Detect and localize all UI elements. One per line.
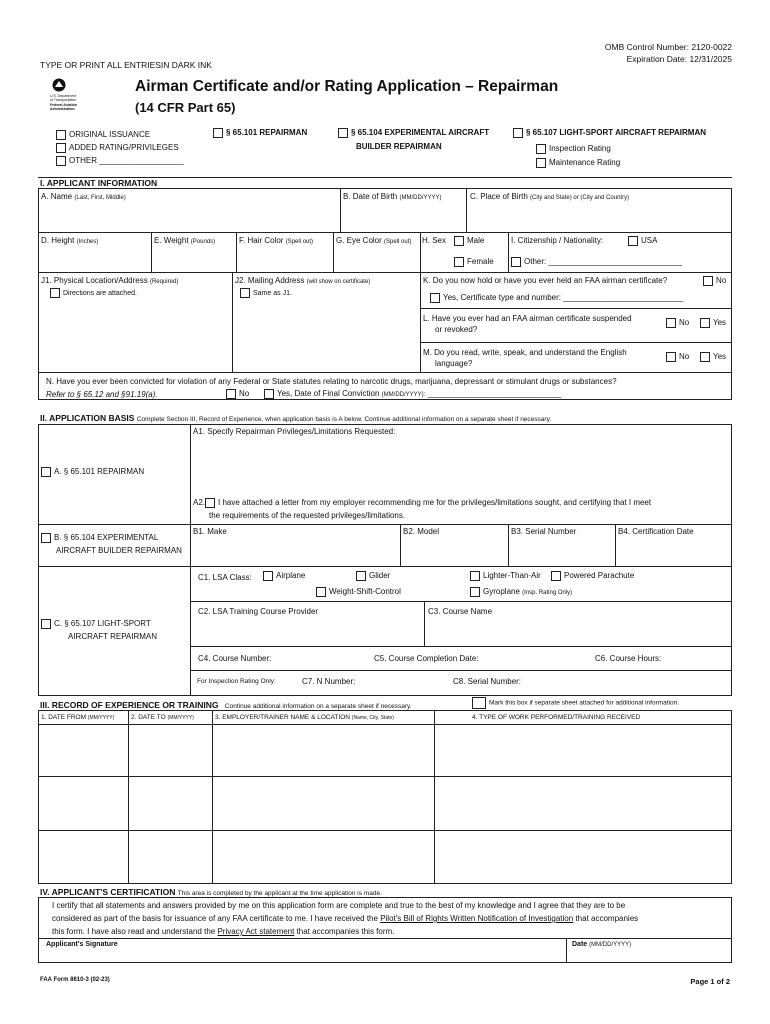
glider-option[interactable]: Glider <box>356 571 390 581</box>
c-label-line2: AIRCRAFT REPAIRMAN <box>68 632 158 641</box>
original-issuance-label: ORIGINAL ISSUANCE <box>69 130 151 140</box>
m-yes-option[interactable]: Yes <box>700 352 726 362</box>
a-checkbox[interactable] <box>41 467 51 477</box>
page-subtitle: (14 CFR Part 65) <box>135 100 236 115</box>
col-work-type: 4. TYPE OF WORK PERFORMED/TRAINING RECEIVED <box>472 714 641 721</box>
male-checkbox[interactable] <box>454 236 464 246</box>
r104-option[interactable] <box>338 128 489 138</box>
other-citizenship-option[interactable]: Other: ______________________________ <box>511 257 682 267</box>
signature-label: Applicant's Signature <box>46 941 118 948</box>
logo-line-1: U.S. Department <box>50 94 77 98</box>
directions-option[interactable]: Directions are attached. <box>50 288 137 298</box>
maintenance-rating-checkbox[interactable] <box>536 158 546 168</box>
dob-label: B. Date of Birth (MM/DD/YYYY) <box>343 192 442 201</box>
physical-address-label: J1. Physical Location/Address (Required) <box>41 276 179 285</box>
a-option[interactable]: A. § 65.101 REPAIRMAN <box>41 467 144 477</box>
dob-field[interactable] <box>342 202 464 230</box>
inspection-rating-option[interactable] <box>536 144 611 154</box>
r107-option[interactable] <box>513 128 706 138</box>
lighter-option[interactable]: Lighter-Than-Air <box>470 571 541 581</box>
expiration-date: Expiration Date: 12/31/2025 <box>626 54 732 64</box>
sex-label: H. Sex <box>422 236 447 245</box>
c1-label: C1. LSA Class: <box>198 573 252 582</box>
added-rating-label: ADDED RATING/PRIVILEGES <box>69 143 179 153</box>
pob-label: C. Place of Birth (City and State) or (City and Country) <box>470 192 630 201</box>
privacy-act-link[interactable]: Privacy Act statement <box>217 927 295 936</box>
b-checkbox[interactable] <box>41 533 51 543</box>
maintenance-rating-label: Maintenance Rating <box>549 158 621 168</box>
other-issuance-checkbox[interactable] <box>56 156 66 166</box>
insp-only-label: For Inspection Rating Only: <box>197 678 276 685</box>
powered-option[interactable]: Powered Parachute <box>551 571 634 581</box>
section-2-heading: II. APPLICATION BASIS Complete Section III, Record of Experience, when application basis is A below. Continue additional information on a separate sheet if necessary. <box>40 413 552 423</box>
page-number: Page 1 of 2 <box>690 977 730 986</box>
l-question-line2: or revoked? <box>435 325 478 334</box>
male-option[interactable]: Male <box>454 236 484 246</box>
wss-checkbox[interactable] <box>316 587 326 597</box>
same-as-j1-option[interactable]: Same as J1. <box>240 288 292 298</box>
m-yes-checkbox[interactable] <box>700 352 710 362</box>
cert-line-3: this form. I have also read and understand the Privacy Act statement that accompanies this form. <box>52 927 395 936</box>
l-no-option[interactable]: No <box>666 318 689 328</box>
logo-line-4: Administration <box>50 107 75 111</box>
page-title: Airman Certificate and/or Rating Application – Repairman <box>135 78 559 95</box>
a1-field[interactable] <box>194 440 730 492</box>
b4-label: B4. Certification Date <box>618 527 694 536</box>
hair-label: F. Hair Color (Spell out) <box>239 236 314 245</box>
dot-seal-icon <box>52 78 66 92</box>
k-yes-option[interactable]: Yes, Certificate type and number: ___________________________ <box>430 293 683 303</box>
other-citizenship-checkbox[interactable] <box>511 257 521 267</box>
original-issuance-option[interactable] <box>56 130 150 140</box>
m-question-line1: M. Do you read, write, speak, and understand the English <box>423 348 627 357</box>
l-yes-option[interactable]: Yes <box>700 318 726 328</box>
cert-line-1: I certify that all statements and answers provided by me on this application form are complete and true to the best of my knowledge and I agree that they are to be <box>52 901 626 910</box>
female-checkbox[interactable] <box>454 257 464 267</box>
logo-line-3: Federal Aviation <box>50 103 77 107</box>
k-no-checkbox[interactable] <box>703 276 713 286</box>
l-question-line1: L. Have you ever had an FAA airman certificate suspended <box>423 314 632 323</box>
r101-checkbox[interactable] <box>213 128 223 138</box>
bill-of-rights-link[interactable]: Pilot's Bill of Rights Written Notification of Investigation <box>380 914 574 923</box>
inspection-rating-label: Inspection Rating <box>549 144 611 154</box>
col-date-to: 2. DATE TO (MM/YYYY) <box>131 714 194 721</box>
section-3-heading: III. RECORD OF EXPERIENCE OR TRAINING Continue additional information on a separate sheet if necessary. <box>40 700 412 710</box>
citizenship-label: I. Citizenship / Nationality: <box>511 236 604 245</box>
added-rating-option[interactable] <box>56 143 179 153</box>
b2-label: B2. Model <box>403 527 440 536</box>
m-question-line2: language? <box>435 359 473 368</box>
c7-label: C7. N Number: <box>302 677 356 686</box>
maintenance-rating-option[interactable] <box>536 158 620 168</box>
b-option[interactable]: B. § 65.104 EXPERIMENTAL <box>41 533 158 543</box>
n-no-checkbox[interactable] <box>226 389 236 399</box>
usa-checkbox[interactable] <box>628 236 638 246</box>
date-label: Date (MM/DD/YYYY) <box>572 941 632 948</box>
section-4-heading: IV. APPLICANT'S CERTIFICATION This area is completed by the applicant at the time application is made. <box>40 887 382 897</box>
section-1-heading: I. APPLICANT INFORMATION <box>40 178 158 188</box>
col-date-from: 1. DATE FROM (MM/YYYY) <box>41 714 115 721</box>
b3-label: B3. Serial Number <box>511 527 577 536</box>
r104-checkbox[interactable] <box>338 128 348 138</box>
cert-line-2: considered as part of the basis for issuance of any FAA certificate to me. I have received the Pilot's Bill of Rights Written Notification of Investigation that accompanies <box>52 914 639 923</box>
m-no-option[interactable]: No <box>666 352 689 362</box>
r107-checkbox[interactable] <box>513 128 523 138</box>
a1-label: A1. Specify Repairman Privileges/Limitations Requested: <box>193 427 396 436</box>
omb-control-number: OMB Control Number: 2120-0022 <box>604 42 732 52</box>
added-rating-checkbox[interactable] <box>56 143 66 153</box>
form-number: FAA Form 8610-3 (02-23) <box>40 977 110 983</box>
c2-label: C2. LSA Training Course Provider <box>198 607 319 616</box>
n-reference: Refer to § 65.12 and §91.19(a). <box>46 390 158 399</box>
m-no-checkbox[interactable] <box>666 352 676 362</box>
usa-option[interactable]: USA <box>628 236 657 246</box>
col-employer: 3. EMPLOYER/TRAINER NAME & LOCATION (Name, City, State) <box>215 714 394 721</box>
c6-label: C6. Course Hours: <box>595 654 662 663</box>
name-label: A. Name (Last, First, Middle) <box>41 192 126 201</box>
other-issuance-option[interactable] <box>56 156 184 166</box>
eye-label: G. Eye Color (Spell out) <box>336 236 412 245</box>
k-question: K. Do you now hold or have you ever held an FAA airman certificate? <box>423 276 668 285</box>
r107-label: § 65.107 LIGHT-SPORT AIRCRAFT REPAIRMAN <box>526 128 707 138</box>
gyro-checkbox[interactable] <box>470 587 480 597</box>
n-question: N. Have you ever been convicted for violation of any Federal or State statutes relating to narcotic drugs, marijuana, depressant or stimulant drugs or substances? <box>46 377 617 386</box>
l-no-checkbox[interactable] <box>666 318 676 328</box>
directions-checkbox[interactable] <box>50 288 60 298</box>
r104-label: § 65.104 EXPERIMENTAL AIRCRAFT <box>351 128 490 138</box>
b1-label: B1. Make <box>193 527 227 536</box>
name-field[interactable] <box>40 202 338 230</box>
gyro-option[interactable]: Gyroplane (Insp. Rating Only) <box>470 587 572 597</box>
r104-label-line2: BUILDER REPAIRMAN <box>356 142 442 151</box>
n-yes-option[interactable]: Yes, Date of Final Conviction (MM/DD/YYYY): ______________________________ <box>264 389 561 399</box>
height-label: D. Height (Inches) <box>41 236 99 245</box>
c5-label: C5. Course Completion Date: <box>374 654 479 663</box>
pob-field[interactable] <box>468 202 730 230</box>
faa-logo <box>50 78 110 120</box>
k-no-option[interactable]: No <box>703 276 726 286</box>
c4-label: C4. Course Number: <box>198 654 272 663</box>
mailing-address-label: J2. Mailing Address (will show on certificate) <box>235 276 371 285</box>
powered-checkbox[interactable] <box>551 571 561 581</box>
k-yes-checkbox[interactable] <box>430 293 440 303</box>
r101-label: § 65.101 REPAIRMAN <box>226 128 308 138</box>
logo-line-2: of Transportation <box>50 98 77 102</box>
a2-checkbox[interactable] <box>205 498 215 508</box>
wss-option[interactable]: Weight-Shift-Control <box>316 587 401 597</box>
a2-line2: the requirements of the requested privileges/limitations. <box>209 511 406 520</box>
signature-field[interactable] <box>40 950 564 962</box>
separate-sheet-option[interactable]: Mark this box if separate sheet attached for additional information. <box>472 697 679 709</box>
type-print-instruction: TYPE OR PRINT ALL ENTRIESIN DARK INK <box>40 60 212 70</box>
date-field[interactable] <box>568 950 730 962</box>
c-option[interactable]: C. § 65.107 LIGHT-SPORT <box>41 619 151 629</box>
other-issuance-label: OTHER ___________________ <box>69 156 184 166</box>
c3-label: C3. Course Name <box>428 607 493 616</box>
experience-table <box>38 710 732 884</box>
n-no-option[interactable]: No <box>226 389 249 399</box>
r101-option[interactable] <box>213 128 307 138</box>
c-checkbox[interactable] <box>41 619 51 629</box>
l-yes-checkbox[interactable] <box>700 318 710 328</box>
a2-option[interactable]: A2. I have attached a letter from my employer recommending me for the privileges/limitations sought, and certifying that I meet <box>193 498 652 508</box>
lighter-checkbox[interactable] <box>470 571 480 581</box>
separate-sheet-checkbox[interactable] <box>472 697 486 709</box>
weight-label: E. Weight (Pounds) <box>154 236 216 245</box>
n-yes-checkbox[interactable] <box>264 389 274 399</box>
b-label-line2: AIRCRAFT BUILDER REPAIRMAN <box>56 546 182 555</box>
same-as-j1-checkbox[interactable] <box>240 288 250 298</box>
female-option[interactable]: Female <box>454 257 494 267</box>
c8-label: C8. Serial Number: <box>453 677 522 686</box>
original-issuance-checkbox[interactable] <box>56 130 66 140</box>
inspection-rating-checkbox[interactable] <box>536 144 546 154</box>
glider-checkbox[interactable] <box>356 571 366 581</box>
airplane-option[interactable]: Airplane <box>263 571 305 581</box>
airplane-checkbox[interactable] <box>263 571 273 581</box>
